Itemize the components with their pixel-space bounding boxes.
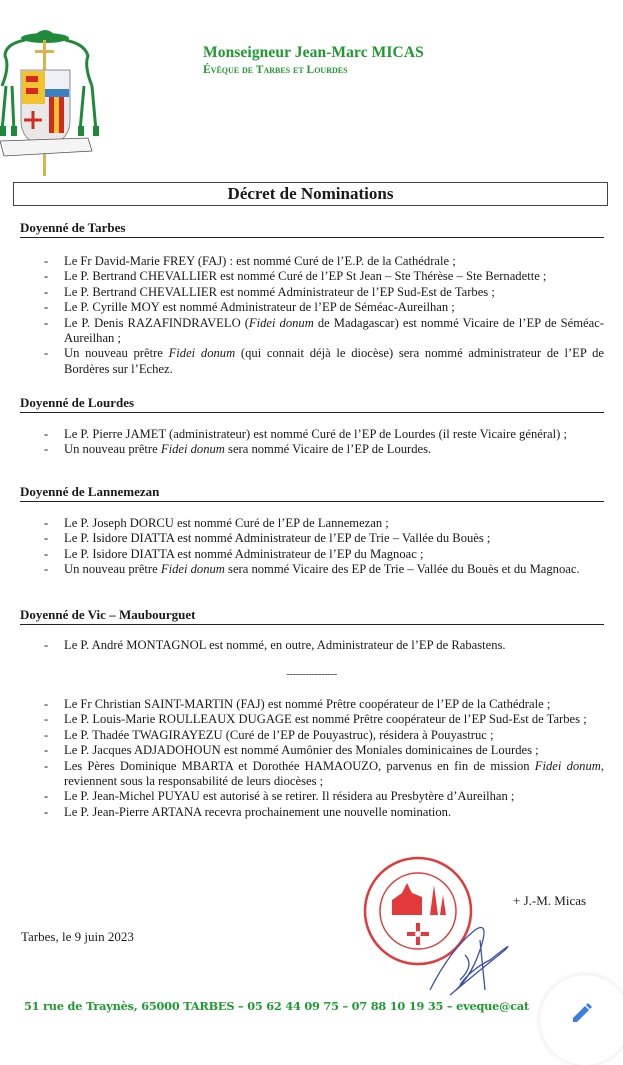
other-nominations-list [0,697,623,820]
section-list-lourdes [0,427,623,458]
list-item: - Le P. Cyrille MOY est nommé Administrateur de l’EP de Séméac-Aureilhan ; [44,300,455,315]
list-item: - Un nouveau prêtre Fidei donum (qui connait déjà le diocèse) sera nommé administrateur de l’EP de Bordères sur l’Echez. [44,346,604,376]
bishop-name: Monseigneur Jean-Marc MICAS [203,44,424,61]
letterhead-text [203,44,424,76]
bishop-title: Évêque de Tarbes et Lourdes [203,64,348,76]
edit-pencil-icon [570,1001,594,1025]
list-item: - Le P. Denis RAZAFINDRAVELO (Fidei donum de Madagascar) est nommé Vicaire de l’EP de Séméac-Aureilhan ; [44,315,604,346]
list-item: - Un nouveau prêtre Fidei donum sera nommé Vicaire de l’EP de Lourdes. [44,442,432,457]
list-item: - Un nouveau prêtre Fidei donum sera nommé Vicaire des EP de Trie – Vallée du Bouès et du Magnoac. [44,562,580,577]
list-item: - Le P. Thadée TWAGIRAYEZU (Curé de l’EP de Pouyastruc), résidera à Pouyastruc ; [44,727,494,742]
section-list-vic-maubourguet [0,638,623,653]
letterhead [0,0,623,178]
list-item: - Le P. Bertrand CHEVALLIER est nommé Curé de l’EP St Jean – Ste Thérèse – Ste Bernadette ; [44,269,547,284]
list-item: - Le P. Jacques ADJADOHOUN est nommé Aumônier des Moniales dominicaines de Lourdes ; [44,743,539,758]
bishop-signature-text: + J.-M. Micas [513,893,587,908]
list-item: - Le P. Bertrand CHEVALLIER est nommé Administrateur de l’EP Sud-Est de Tarbes ; [44,284,495,299]
date-line: Tarbes, le 9 juin 2023 [21,929,134,944]
list-item: - Le P. Jean-Michel PUYAU est autorisé à se retirer. Il résidera au Presbytère d’Aureilhan ; [44,789,515,804]
separator-line: ---------------- [286,668,337,680]
list-item: - Les Pères Dominique MBARTA et Dorothée HAMAOUZO, parvenus en fin de mission Fidei donum, reviennent sous la responsabilité de leurs diocèses ; [44,758,605,789]
section-list-tarbes [0,254,623,377]
section-heading-tarbes: Doyenné de Tarbes [20,220,604,238]
list-item: - Le P. Isidore DIATTA est nommé Administrateur de l’EP de Trie – Vallée du Bouès ; [44,531,491,546]
list-item: - Le P. André MONTAGNOL est nommé, en outre, Administrateur de l’EP de Rabastens. [44,638,506,652]
list-item: - Le P. Isidore DIATTA est nommé Administrateur de l’EP du Magnoac ; [44,546,424,561]
list-item: - Le Fr Christian SAINT-MARTIN (FAJ) est nommé Prêtre coopérateur de l’EP de la Cathédrale ; [44,697,551,711]
coat-of-arms-logo [0,26,110,176]
section-heading-vic-maubourguet: Doyenné de Vic – Maubourguet [20,607,604,625]
list-item: - Le P. Louis-Marie ROULLEAUX DUGAGE est nommé Prêtre coopérateur de l’EP Sud-Est de Tarbes ; [44,712,587,727]
section-heading-lourdes: Doyenné de Lourdes [20,395,604,413]
list-item: - Le P. Joseph DORCU est nommé Curé de l’EP de Lannemezan ; [44,516,389,530]
section-heading-lannemezan: Doyenné de Lannemezan [20,484,604,502]
list-item: - Le P. Jean-Pierre ARTANA recevra prochainement une nouvelle nomination. [44,804,452,819]
footer-contact: 51 rue de Traynès, 65000 TARBES – 05 62 44 09 75 – 07 88 10 19 35 – eveque@cat [24,999,530,1013]
handwritten-signature [420,910,520,1000]
section-list-lannemezan [0,516,623,578]
list-item: - Le Fr David-Marie FREY (FAJ) : est nommé Curé de l’E.P. de la Cathédrale ; [44,254,456,268]
edit-fab-button[interactable] [540,975,623,1065]
decree-title: Décret de Nominations [13,182,608,206]
list-item: - Le P. Pierre JAMET (administrateur) est nommé Curé de l’EP de Lourdes (il reste Vicaire général) ; [44,427,567,441]
